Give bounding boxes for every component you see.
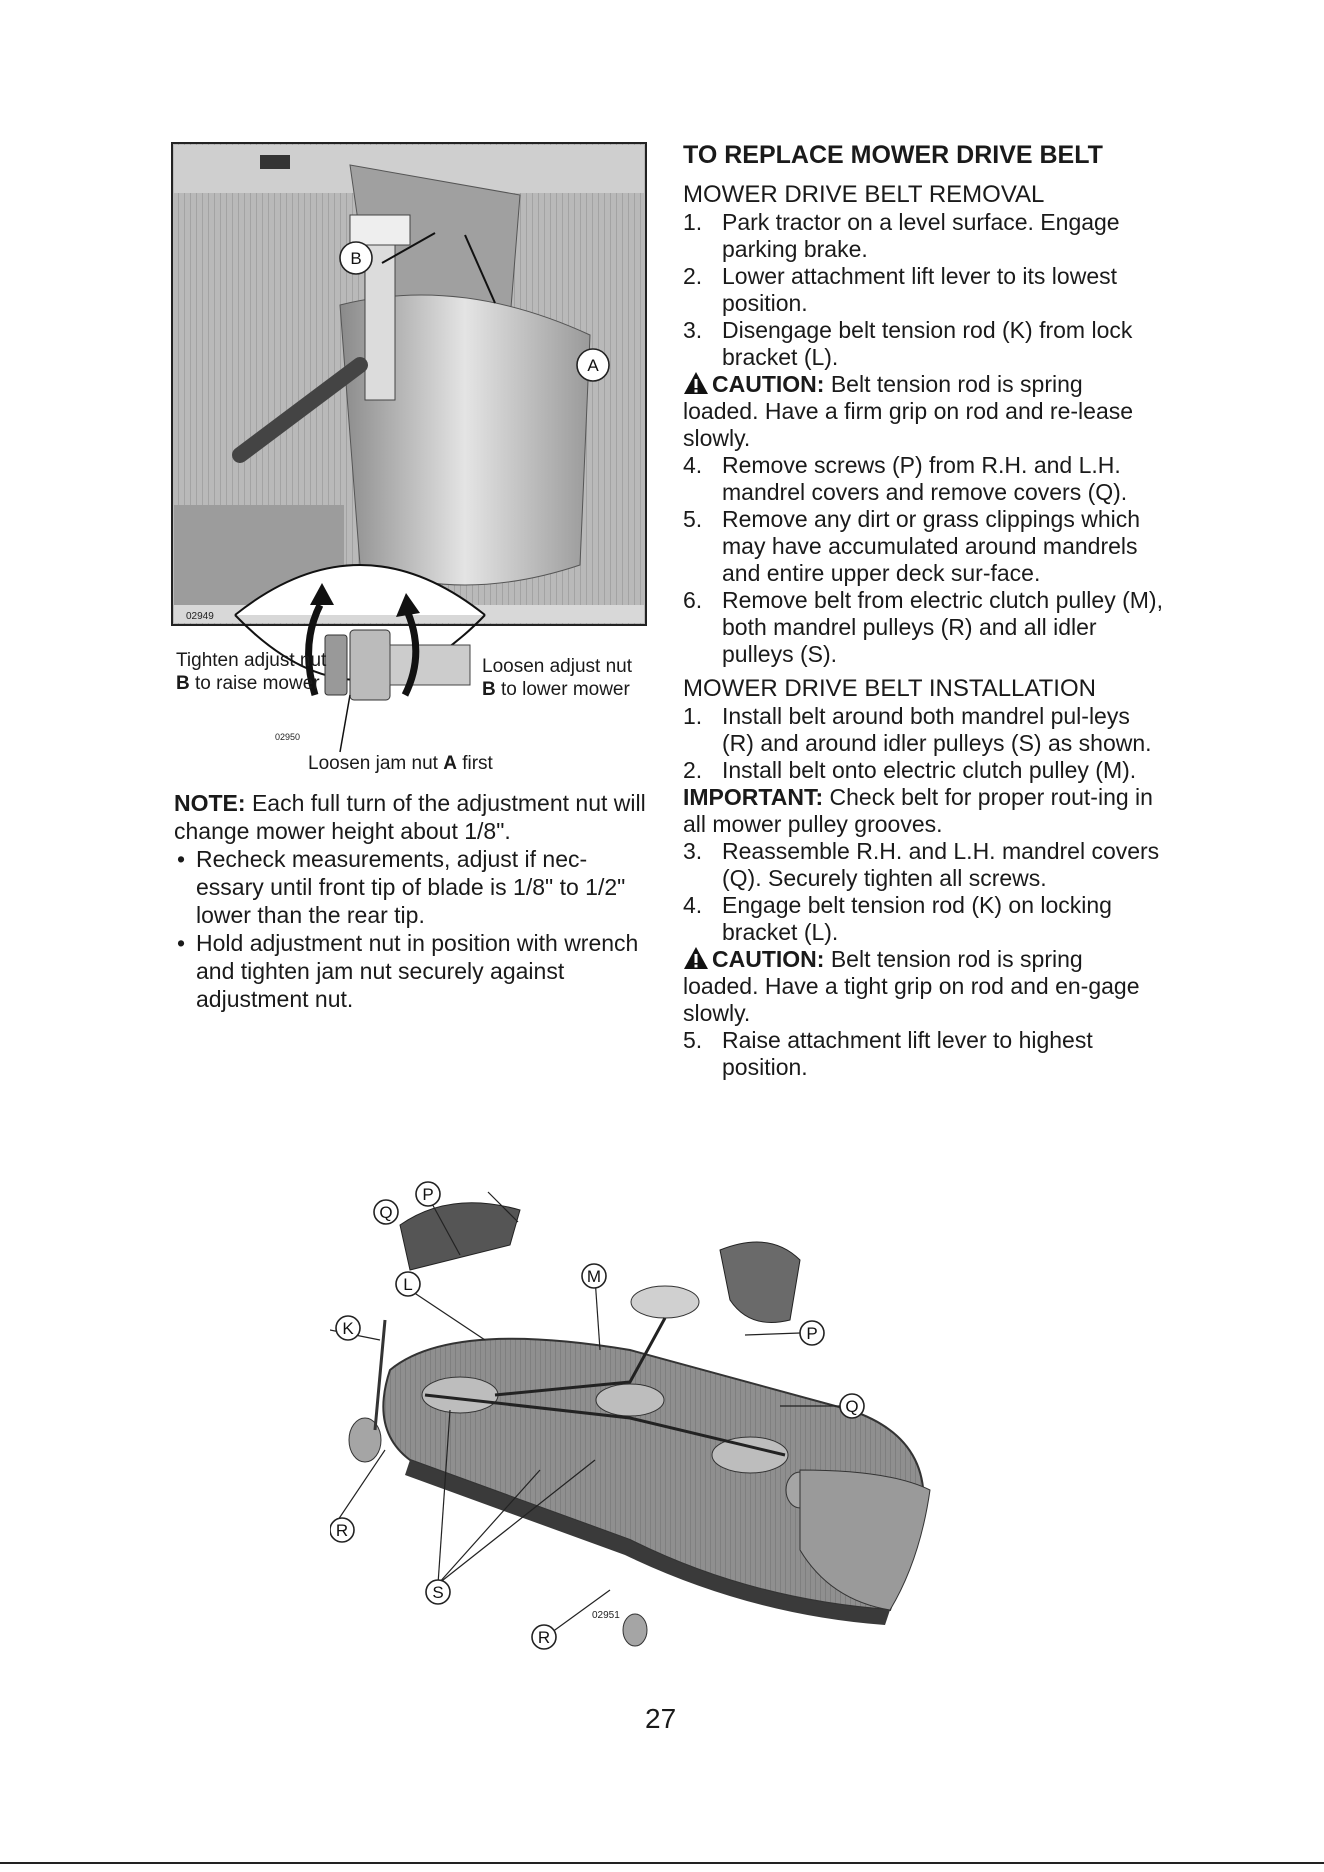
deck-callout bbox=[800, 1321, 824, 1345]
bottom-rule bbox=[0, 1862, 1324, 1864]
svg-text:Q: Q bbox=[845, 1397, 859, 1416]
deck-figure-code: 02951 bbox=[592, 1610, 620, 1621]
deck-callout bbox=[330, 1518, 354, 1542]
warning-icon bbox=[683, 371, 709, 395]
svg-text:Q: Q bbox=[379, 1203, 393, 1222]
tighten-label: Tighten adjust nut B to raise mower bbox=[176, 650, 327, 694]
step-item: 3. Reassemble R.H. and L.H. mandrel covers (Q). Securely tighten all screws. bbox=[683, 838, 1160, 891]
svg-text:P: P bbox=[422, 1185, 434, 1204]
step-item: 4. Engage belt tension rod (K) on locking bracket (L). bbox=[683, 892, 1112, 945]
loosen-label: Loosen adjust nut B to lower mower bbox=[482, 656, 633, 700]
mower-deck-figure bbox=[330, 1170, 970, 1660]
figure-caption: Loosen jam nut A first bbox=[308, 753, 493, 774]
deck-callout bbox=[840, 1394, 864, 1418]
step-item: 2. Lower attachment lift lever to its lowest position. bbox=[683, 263, 1117, 316]
svg-text:K: K bbox=[342, 1319, 354, 1338]
warning-icon bbox=[683, 946, 709, 970]
step-item: 5. Raise attachment lift lever to highest position. bbox=[683, 1027, 1093, 1080]
page-number: 27 bbox=[645, 1703, 677, 1734]
important-note: IMPORTANT: Check belt for proper rout-ing in all mower pulley grooves. bbox=[683, 784, 1153, 837]
bullet-item: • Hold adjustment nut in position with wrench and tighten jam nut securely against adjustment nut. bbox=[177, 930, 639, 1012]
right-column bbox=[683, 140, 1163, 1081]
svg-text:R: R bbox=[537, 1628, 551, 1647]
deck-callout bbox=[582, 1264, 606, 1288]
step-item: 5. Remove any dirt or grass clippings which may have accumulated around mandrels and entire upper deck sur-face. bbox=[683, 506, 1141, 586]
caution-1: CAUTION: Belt tension rod is spring loaded. Have a firm grip on rod and re-lease slowly. bbox=[683, 371, 1134, 451]
deck-callout bbox=[336, 1316, 360, 1340]
photo-code-top: 02949 bbox=[186, 611, 214, 622]
deck-callout bbox=[426, 1580, 450, 1604]
svg-text:P: P bbox=[806, 1324, 818, 1343]
svg-text:A: A bbox=[587, 356, 599, 375]
removal-steps-a bbox=[683, 209, 1163, 371]
deck-callout bbox=[374, 1200, 398, 1224]
step-item: 4. Remove screws (P) from R.H. and L.H. mandrel covers and remove covers (Q). bbox=[683, 452, 1128, 505]
install-steps-a bbox=[683, 703, 1163, 784]
install-steps-b bbox=[683, 838, 1163, 946]
step-item: 6. Remove belt from electric clutch pulley (M), both mandrel pulleys (R) and all idler pulleys (S). bbox=[683, 587, 1163, 667]
deck-callout bbox=[416, 1182, 440, 1206]
deck-callout bbox=[396, 1272, 420, 1296]
svg-text:M: M bbox=[586, 1267, 602, 1286]
removal-steps-b bbox=[683, 452, 1163, 668]
svg-text:S: S bbox=[432, 1583, 444, 1602]
install-steps-c bbox=[683, 1027, 1163, 1081]
install-title: MOWER DRIVE BELT INSTALLATION bbox=[683, 675, 1096, 702]
note-bullets bbox=[174, 845, 644, 1013]
svg-text:R: R bbox=[335, 1521, 349, 1540]
note-paragraph: NOTE: Each full turn of the adjustment nut will change mower height about 1/8". bbox=[174, 790, 646, 844]
step-item: 1. Install belt around both mandrel pul-leys (R) and around idler pulleys (S) as shown. bbox=[683, 703, 1152, 756]
bullet-item: • Recheck measurements, adjust if nec-essary until front tip of blade is 1/8" to 1/2" lower than the rear tip. bbox=[177, 846, 626, 928]
caution-2: CAUTION: Belt tension rod is spring loaded. Have a tight grip on rod and en-gage slowly. bbox=[683, 946, 1140, 1026]
step-item: 2. Install belt onto electric clutch pulley (M). bbox=[683, 757, 1137, 783]
step-item: 1. Park tractor on a level surface. Engage parking brake. bbox=[683, 209, 1120, 262]
removal-title: MOWER DRIVE BELT REMOVAL bbox=[683, 181, 1045, 208]
deck-callout bbox=[532, 1625, 556, 1649]
svg-text:B: B bbox=[350, 249, 362, 268]
photo-code-bottom: 02950 bbox=[275, 732, 301, 742]
step-item: 3. Disengage belt tension rod (K) from lock bracket (L). bbox=[683, 317, 1133, 370]
svg-text:L: L bbox=[403, 1275, 413, 1294]
section-heading: TO REPLACE MOWER DRIVE BELT bbox=[683, 141, 1103, 169]
